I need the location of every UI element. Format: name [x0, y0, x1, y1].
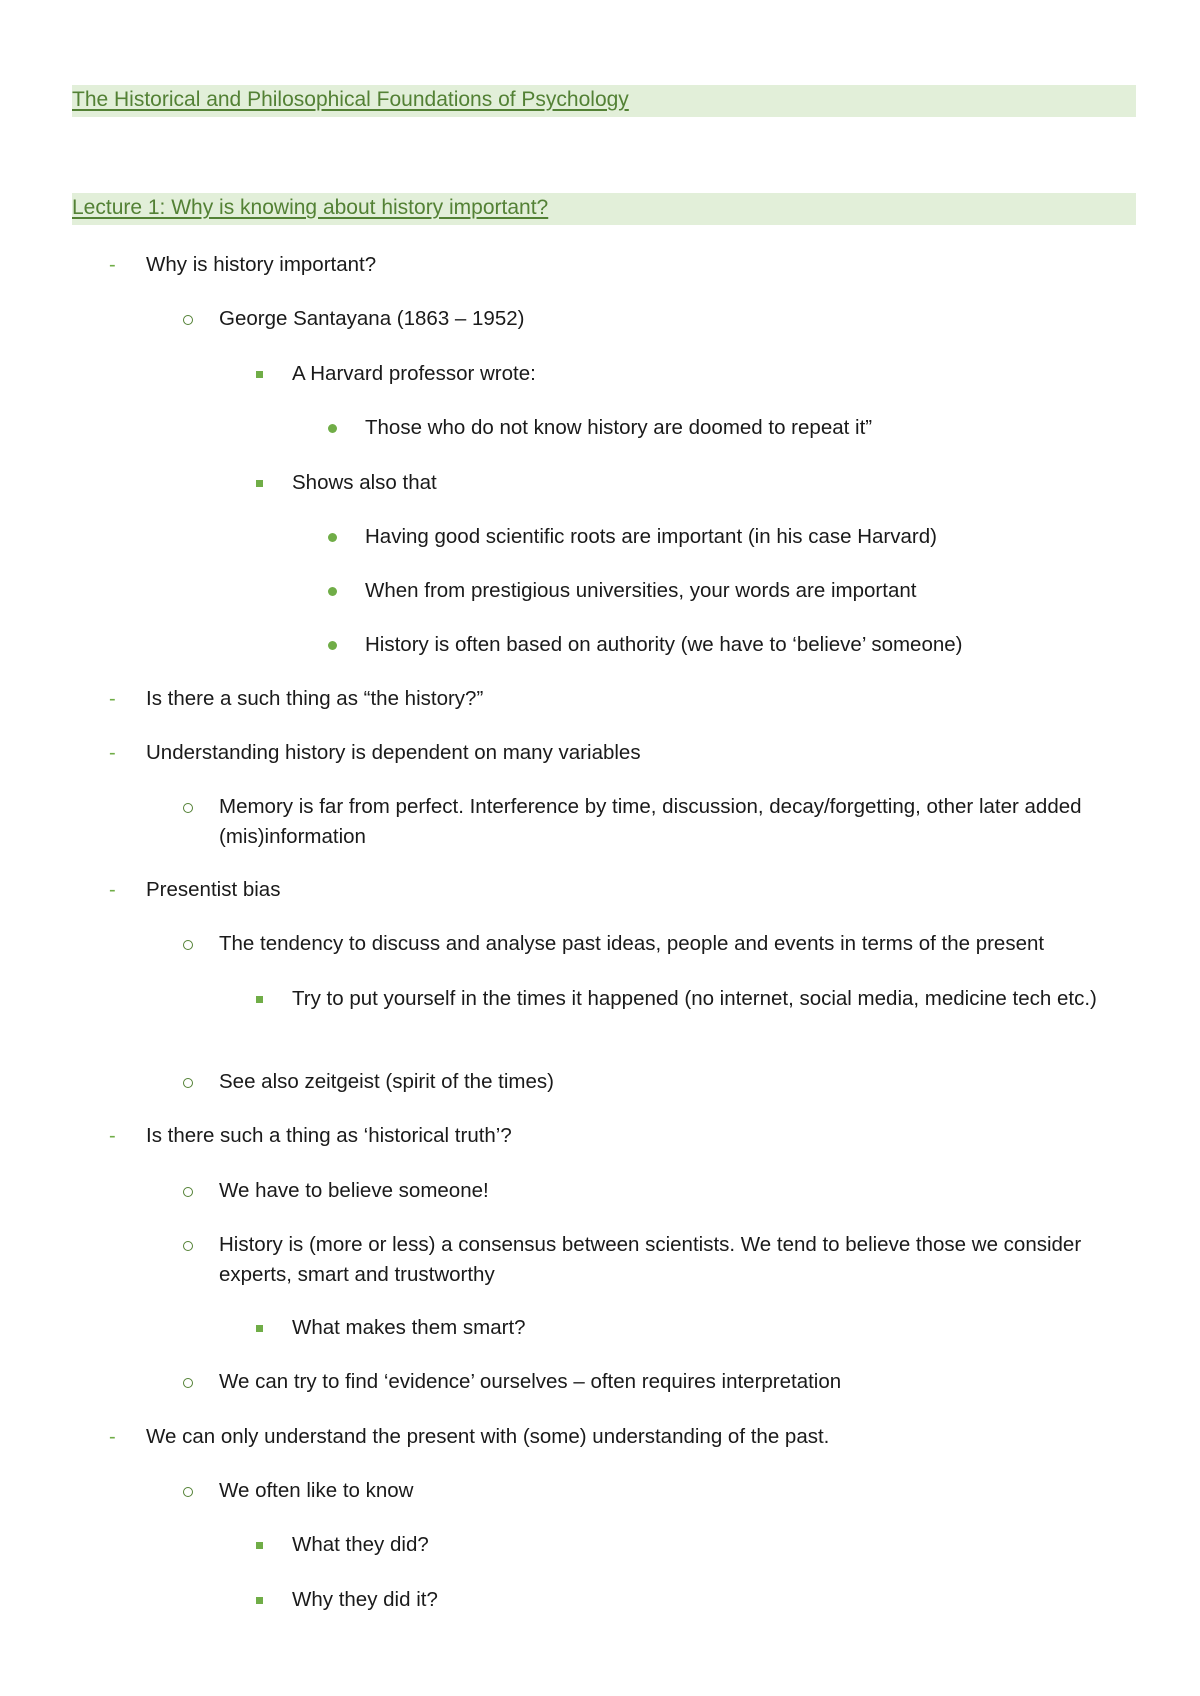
- list-item: Is there a such thing as “the history?”: [146, 687, 484, 710]
- square-bullet-icon: [256, 1597, 263, 1604]
- list-item: Try to put yourself in the times it happened (no internet, social media, medicine tech etc.): [292, 987, 1097, 1010]
- list-item: See also zeitgeist (spirit of the times): [219, 1070, 554, 1093]
- dash-bullet-icon: -: [109, 254, 116, 276]
- dash-bullet-icon: -: [109, 879, 116, 901]
- lecture-heading: Lecture 1: Why is knowing about history important?: [72, 196, 549, 219]
- circle-bullet-icon: [183, 1187, 193, 1197]
- list-item: George Santayana (1863 – 1952): [219, 307, 525, 330]
- list-item: History is (more or less) a consensus between scientists. We tend to believe those we consider experts, smart and trustworthy: [219, 1233, 1082, 1286]
- dash-bullet-icon: -: [109, 1426, 116, 1448]
- circle-bullet-icon: [183, 1378, 193, 1388]
- list-item: A Harvard professor wrote:: [292, 362, 536, 385]
- square-bullet-icon: [256, 1542, 263, 1549]
- list-item: Why they did it?: [292, 1588, 438, 1611]
- list-item: We have to believe someone!: [219, 1179, 489, 1202]
- document-title-bar: [72, 85, 1136, 117]
- list-item: Memory is far from perfect. Interference by time, discussion, decay/forgetting, other later added (mis)information: [219, 795, 1082, 848]
- circle-bullet-icon: [183, 1078, 193, 1088]
- list-item: Is there such a thing as ‘historical truth’?: [146, 1124, 512, 1147]
- list-item: We can only understand the present with (some) understanding of the past.: [146, 1425, 830, 1448]
- dash-bullet-icon: -: [109, 688, 116, 710]
- list-item: What they did?: [292, 1533, 429, 1556]
- list-item: Those who do not know history are doomed to repeat it”: [365, 416, 873, 439]
- list-item: Shows also that: [292, 471, 437, 494]
- dash-bullet-icon: -: [109, 1125, 116, 1147]
- circle-bullet-icon: [183, 1487, 193, 1497]
- square-bullet-icon: [256, 1325, 263, 1332]
- circle-bullet-icon: [183, 940, 193, 950]
- circle-bullet-icon: [183, 315, 193, 325]
- lecture-heading-bar: [72, 193, 1136, 225]
- list-item: Why is history important?: [146, 253, 377, 276]
- list-item: What makes them smart?: [292, 1316, 526, 1339]
- list-item: Presentist bias: [146, 878, 281, 901]
- list-item: History is often based on authority (we have to ‘believe’ someone): [365, 633, 963, 656]
- dot-bullet-icon: [328, 641, 337, 650]
- circle-bullet-icon: [183, 803, 193, 813]
- list-item: When from prestigious universities, your words are important: [365, 579, 917, 602]
- dot-bullet-icon: [328, 533, 337, 542]
- square-bullet-icon: [256, 480, 263, 487]
- circle-bullet-icon: [183, 1241, 193, 1251]
- list-item: We often like to know: [219, 1479, 414, 1502]
- list-item: Having good scientific roots are important (in his case Harvard): [365, 525, 937, 548]
- square-bullet-icon: [256, 371, 263, 378]
- document-title: The Historical and Philosophical Foundations of Psychology: [72, 88, 629, 111]
- list-item: Understanding history is dependent on many variables: [146, 741, 641, 764]
- dash-bullet-icon: -: [109, 742, 116, 764]
- square-bullet-icon: [256, 996, 263, 1003]
- dot-bullet-icon: [328, 424, 337, 433]
- list-item: The tendency to discuss and analyse past ideas, people and events in terms of the present: [219, 932, 1045, 955]
- dot-bullet-icon: [328, 587, 337, 596]
- list-item: We can try to find ‘evidence’ ourselves – often requires interpretation: [219, 1370, 842, 1393]
